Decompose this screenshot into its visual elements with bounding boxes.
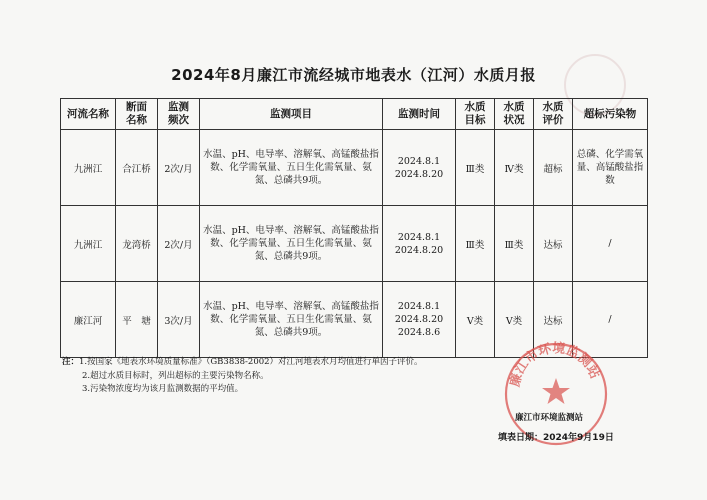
note-line-1: 注：1.按国家《地表水环境质量标准》（GB3838-2002）对江河地表水月均值进行单因子评价。	[62, 357, 423, 367]
frequency-cell: 3次/月	[158, 282, 200, 358]
table-row	[61, 130, 648, 206]
fill-date: 填表日期：2024年9月19日	[498, 433, 614, 443]
pollutant-cell: 总磷、化学需氧量、高锰酸盐指数	[573, 130, 648, 206]
notes-section	[62, 356, 423, 397]
monitoring-items-cell: 水温、pH、电导率、溶解氧、高锰酸盐指数、化学需氧量、五日生化需氧量、氨氮、总磷共9项。	[200, 206, 383, 282]
column-header: 监测时间	[383, 99, 456, 130]
column-header: 断面 名称	[116, 99, 158, 130]
quality-status-cell: Ⅴ类	[495, 282, 534, 358]
quality-evaluation-cell: 达标	[534, 206, 573, 282]
table-header-row	[61, 99, 648, 130]
svg-text:廉江市环境监测站: 廉江市环境监测站	[507, 341, 603, 389]
column-header: 监测 频次	[158, 99, 200, 130]
river-cell: 廉江河	[61, 282, 116, 358]
frequency-cell: 2次/月	[158, 206, 200, 282]
quality-status-cell: Ⅲ类	[495, 206, 534, 282]
quality-target-cell: Ⅴ类	[456, 282, 495, 358]
quality-target-cell: Ⅲ类	[456, 206, 495, 282]
note-line-2: 2.超过水质目标时，列出超标的主要污染物名称。	[82, 370, 269, 381]
section-cell: 龙湾桥	[116, 206, 158, 282]
column-header: 水质 评价	[534, 99, 573, 130]
quality-status-cell: Ⅳ类	[495, 130, 534, 206]
river-cell: 九洲江	[61, 206, 116, 282]
table-row	[61, 206, 648, 282]
monitoring-date-cell: 2024.8.1 2024.8.20	[383, 130, 456, 206]
column-header: 水质 目标	[456, 99, 495, 130]
column-header: 监测项目	[200, 99, 383, 130]
section-cell: 合江桥	[116, 130, 158, 206]
monitoring-items-cell: 水温、pH、电导率、溶解氧、高锰酸盐指数、化学需氧量、五日生化需氧量、氨氮、总磷共9项。	[200, 282, 383, 358]
pollutant-cell: /	[573, 282, 648, 358]
column-header: 超标污染物	[573, 99, 648, 130]
frequency-cell: 2次/月	[158, 130, 200, 206]
quality-target-cell: Ⅲ类	[456, 130, 495, 206]
column-header: 水质 状况	[495, 99, 534, 130]
water-quality-table	[60, 98, 648, 358]
monitoring-date-cell: 2024.8.1 2024.8.20	[383, 206, 456, 282]
river-cell: 九洲江	[61, 130, 116, 206]
pollutant-cell: /	[573, 206, 648, 282]
section-cell: 平 塘	[116, 282, 158, 358]
station-name: 廉江市环境监测站	[515, 413, 584, 423]
note-line-3: 3.污染物浓度均为该月监测数据的平均值。	[82, 384, 244, 394]
report-title: 2024年8月廉江市流经城市地表水（江河）水质月报	[171, 66, 536, 84]
notes-label: 注：	[62, 357, 80, 367]
quality-evaluation-cell: 超标	[534, 130, 573, 206]
quality-evaluation-cell: 达标	[534, 282, 573, 358]
column-header: 河流名称	[61, 99, 116, 130]
monitoring-items-cell: 水温、pH、电导率、溶解氧、高锰酸盐指数、化学需氧量、五日生化需氧量、氨氮、总磷共9项。	[200, 130, 383, 206]
monitoring-date-cell: 2024.8.1 2024.8.20 2024.8.6	[383, 282, 456, 358]
